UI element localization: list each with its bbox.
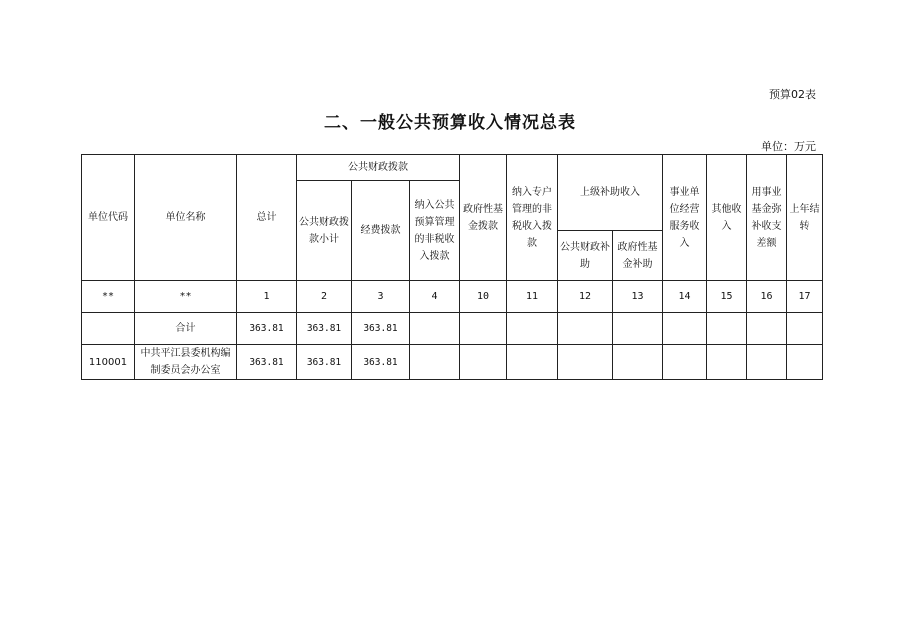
table-row — [82, 345, 823, 380]
cell-code: 110001 — [82, 345, 135, 380]
cell-total: 363.81 — [237, 313, 297, 345]
index-cell: 15 — [707, 281, 747, 313]
cell-expense: 363.81 — [352, 313, 410, 345]
header-non-tax-in-budget: 纳入公共预算管理的非税收入拨款 — [410, 181, 460, 281]
header-public-fiscal-group: 公共财政拨款 — [297, 155, 460, 181]
header-public-fiscal-subtotal: 公共财政拨款小计 — [297, 181, 352, 281]
cell-c12 — [558, 313, 613, 345]
index-cell: ** — [82, 281, 135, 313]
cell-c16 — [747, 313, 787, 345]
header-unit-name: 单位名称 — [135, 155, 237, 281]
header-special-account-non-tax: 纳入专户管理的非税收入拨款 — [507, 155, 558, 281]
header-expense-appropriation: 经费拨款 — [352, 181, 410, 281]
cell-c14 — [663, 313, 707, 345]
index-cell: 2 — [297, 281, 352, 313]
budget-income-table — [81, 154, 823, 380]
index-cell: 12 — [558, 281, 613, 313]
cell-c10 — [460, 313, 507, 345]
cell-name: 中共平江县委机构编制委员会办公室 — [135, 345, 237, 380]
header-public-fiscal-subsidy: 公共财政补助 — [558, 231, 613, 281]
cell-c15 — [707, 345, 747, 380]
cell-total: 363.81 — [237, 345, 297, 380]
index-cell: 17 — [787, 281, 823, 313]
index-cell: 1 — [237, 281, 297, 313]
header-superior-subsidy-group: 上级补助收入 — [558, 155, 663, 231]
header-prior-year-carryover: 上年结转 — [787, 155, 823, 281]
header-business-income: 事业单位经营服务收入 — [663, 155, 707, 281]
cell-c11 — [507, 313, 558, 345]
form-code: 预算02表 — [769, 88, 816, 101]
cell-c13 — [613, 345, 663, 380]
cell-c4 — [410, 313, 460, 345]
header-total: 总计 — [237, 155, 297, 281]
index-cell: 3 — [352, 281, 410, 313]
header-fund-balance: 用事业基金弥补收支差额 — [747, 155, 787, 281]
cell-c14 — [663, 345, 707, 380]
cell-c15 — [707, 313, 747, 345]
index-cell: 11 — [507, 281, 558, 313]
header-unit-code: 单位代码 — [82, 155, 135, 281]
index-cell: ** — [135, 281, 237, 313]
cell-c4 — [410, 345, 460, 380]
cell-c11 — [507, 345, 558, 380]
cell-c10 — [460, 345, 507, 380]
index-cell: 4 — [410, 281, 460, 313]
index-cell: 13 — [613, 281, 663, 313]
cell-expense: 363.81 — [352, 345, 410, 380]
cell-subtotal: 363.81 — [297, 345, 352, 380]
header-other-income: 其他收入 — [707, 155, 747, 281]
index-cell: 10 — [460, 281, 507, 313]
index-cell: 14 — [663, 281, 707, 313]
index-row — [82, 281, 823, 313]
cell-code — [82, 313, 135, 345]
index-cell: 16 — [747, 281, 787, 313]
cell-c12 — [558, 345, 613, 380]
header-gov-fund: 政府性基金拨款 — [460, 155, 507, 281]
cell-name: 合计 — [135, 313, 237, 345]
page-title: 二、一般公共预算收入情况总表 — [324, 113, 576, 133]
table-row-total — [82, 313, 823, 345]
header-gov-fund-subsidy: 政府性基金补助 — [613, 231, 663, 281]
cell-c13 — [613, 313, 663, 345]
cell-subtotal: 363.81 — [297, 313, 352, 345]
cell-c17 — [787, 345, 823, 380]
cell-c16 — [747, 345, 787, 380]
cell-c17 — [787, 313, 823, 345]
unit-label: 单位：万元 — [761, 140, 816, 153]
